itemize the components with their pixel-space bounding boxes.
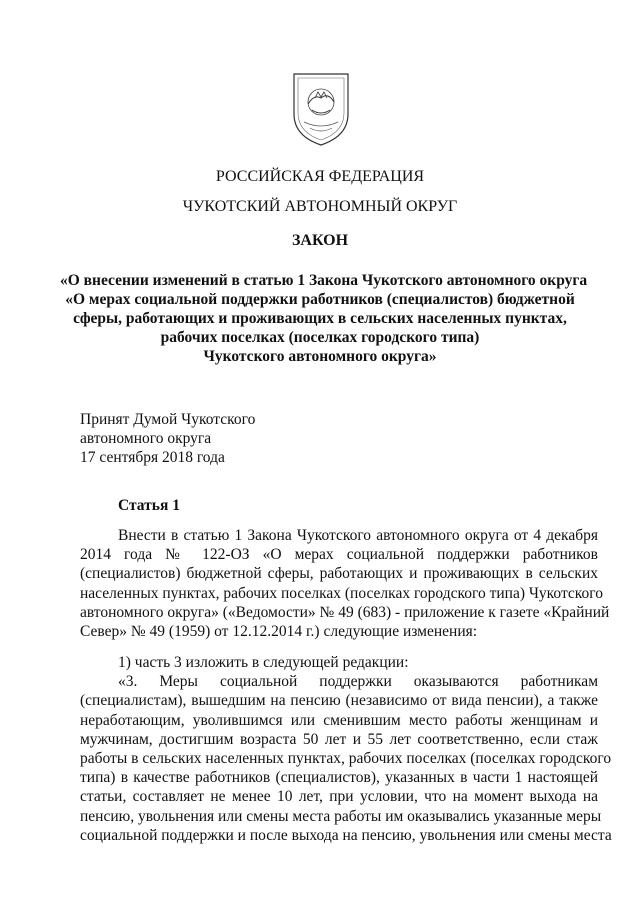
article-paragraph-2 [80,653,612,845]
paragraph-line: социальной поддержки и после выхода на пенсию, увольнения или смены места [80,826,612,844]
paragraph-line: мужчинам, достигшим возраста 50 лет и 55 лет соответственно, если стаж [80,730,598,748]
country-header: РОССИЙСКАЯ ФЕДЕРАЦИЯ [215,168,425,185]
coat-of-arms-emblem [290,70,352,148]
paragraph-line: пенсию, увольнения или смены места работы им оказывались указанные меры [80,807,602,825]
law-title-line: «О мерах социальной поддержки работников (специалистов) бюджетной [65,291,575,308]
list-item-line: 1) часть 3 изложить в следующей редакции: [118,654,409,671]
article-heading: Статья 1 [118,497,180,514]
paragraph-line: автономного округа» («Ведомости» № 49 (683) - приложение к газете «Крайний [80,603,610,621]
document-type: ЗАКОН [291,232,349,249]
law-title-line: «О внесении изменений в статью 1 Закона Чукотского автономного округа [60,272,588,289]
paragraph-line: Внести в статью 1 Закона Чукотского автономного округа от 4 декабря [118,527,598,544]
law-title [60,271,588,366]
paragraph-line: Север» № 49 (1959) от 12.12.2014 г.) следующие изменения: [80,623,478,641]
adoption-note [80,410,255,467]
paragraph-line: 2014 года № 122-ОЗ «О мерах социальной поддержки работников [80,546,598,564]
paragraph-line: «3. Меры социальной поддержки оказываются работникам [118,673,598,691]
adoption-line: Принят Думой Чукотского [80,411,256,428]
paragraph-line: (специалистов) бюджетной сферы, работающих и проживающих в сельских [80,565,598,583]
adoption-line: автономного округа [80,430,212,447]
article-paragraph-1 [80,526,610,641]
law-title-line: рабочих поселках (поселках городского типа) [160,329,480,346]
paragraph-line: неработающим, уволившимся или сменившим место работы женщинам и [80,711,598,729]
paragraph-line: типа) в качестве работников (специалистов), указанных в части 1 настоящей [80,769,598,787]
law-title-line: сферы, работающих и проживающих в сельских населенных пунктах, [73,310,567,327]
paragraph-line: работы в сельских населенных пунктах, рабочих поселках (поселках городского [80,750,612,768]
paragraph-line: (специалистам), вышедшим на пенсию (независимо от вида пенсии), а также [80,692,598,710]
adoption-date: 17 сентября 2018 года [80,449,225,466]
law-title-line: Чукотского автономного округа» [203,348,437,365]
region-header: ЧУКОТСКИЙ АВТОНОМНЫЙ ОКРУГ [182,198,458,215]
paragraph-line: статьи, составляет не менее 10 лет, при условии, что на момент выхода на [80,788,598,806]
paragraph-line: населенных пунктах, рабочих поселках (поселках городского типа) Чукотского [80,584,604,602]
